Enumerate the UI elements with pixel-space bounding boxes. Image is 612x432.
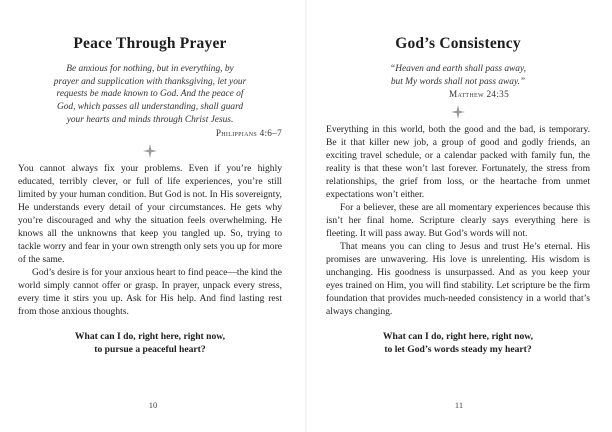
verse-line: Be anxious for nothing, but in everything, by	[66, 64, 234, 74]
body-paragraph: You cannot always fix your problems. Even if you’re highly educated, terribly clever, or full of life experiences, you’re still limited by your human condition. But God is not. In His sovereignty, He understands every detail of your circumstances. He gets why you’re discouraged and why the situation feels overwhelming. He knows all the unknowns that keep you tangled up. So, trying to tackle worry and fear in your own strength only sets you up for more of the same.	[18, 162, 282, 265]
four-point-star-icon	[451, 105, 465, 119]
verse-line: but My words shall not pass away.”	[390, 76, 526, 87]
verse-line: God, which passes all understanding, shall guard	[56, 102, 244, 113]
body-paragraph: That means you can cling to Jesus and trust He’s eternal. His promises are unwavering. His love is unrelenting. His wisdom is unchanging. His goodness is unsurpassed. And as you keep your eyes trained on Him, you will find stability. Let scripture be the firm foundation that provides much-needed consistency in a world that’s always changing.	[326, 241, 590, 318]
devotional-body	[18, 162, 282, 318]
verse-line: “Heaven and earth shall pass away,	[390, 64, 526, 74]
scripture-verse	[18, 63, 282, 127]
question-line: What can I do, right here, right now,	[74, 330, 226, 342]
reflection-question	[18, 330, 282, 356]
question-line: to pursue a peaceful heart?	[94, 343, 206, 355]
devotional-body	[326, 123, 590, 318]
body-paragraph: Everything in this world, both the good and the bad, is temporary. Be it that killer new job, a group of good and godly friends, an exciting travel schedule, or a calendar packed with family fun, the reality is that these won’t last forever. Fortunately, the stress from relationships, the grief from loss, or the heartache from unmet expectations won’t either.	[326, 124, 590, 201]
question-line: What can I do, right here, right now,	[382, 331, 534, 343]
body-paragraph: God’s desire is for your anxious heart to find peace—the kind the world simply cannot offer or grasp. In prayer, unpack every stress, every time it stirs you up. Ask for His help. And find lasting rest from those anxious thoughts.	[18, 266, 283, 317]
body-paragraph: For a believer, these are all momentary experiences because this isn’t her final home. Scripture clearly says everything here is fleeting. It will pass away. But God’s words will not.	[326, 202, 590, 240]
four-point-star-icon	[143, 144, 157, 158]
page-number: 11	[454, 400, 464, 410]
verse-line: prayer and supplication with thanksgiving, let your	[53, 76, 247, 87]
reflection-question	[326, 330, 590, 356]
scripture-reference: Matthew 24:35	[449, 89, 509, 100]
scripture-reference: Philippians 4:6–7	[215, 127, 282, 138]
page-title: Peace Through Prayer	[73, 35, 227, 52]
verse-line: your hearts and minds through Christ Jesus.	[66, 114, 234, 125]
scripture-verse	[326, 63, 590, 88]
question-line: to let God’s words steady my heart?	[384, 344, 532, 356]
page-title: God’s Consistency	[395, 35, 521, 52]
page-number: 10	[148, 400, 158, 410]
right-page	[306, 0, 612, 432]
verse-line: requests be made known to God. And the peace of	[56, 89, 244, 100]
